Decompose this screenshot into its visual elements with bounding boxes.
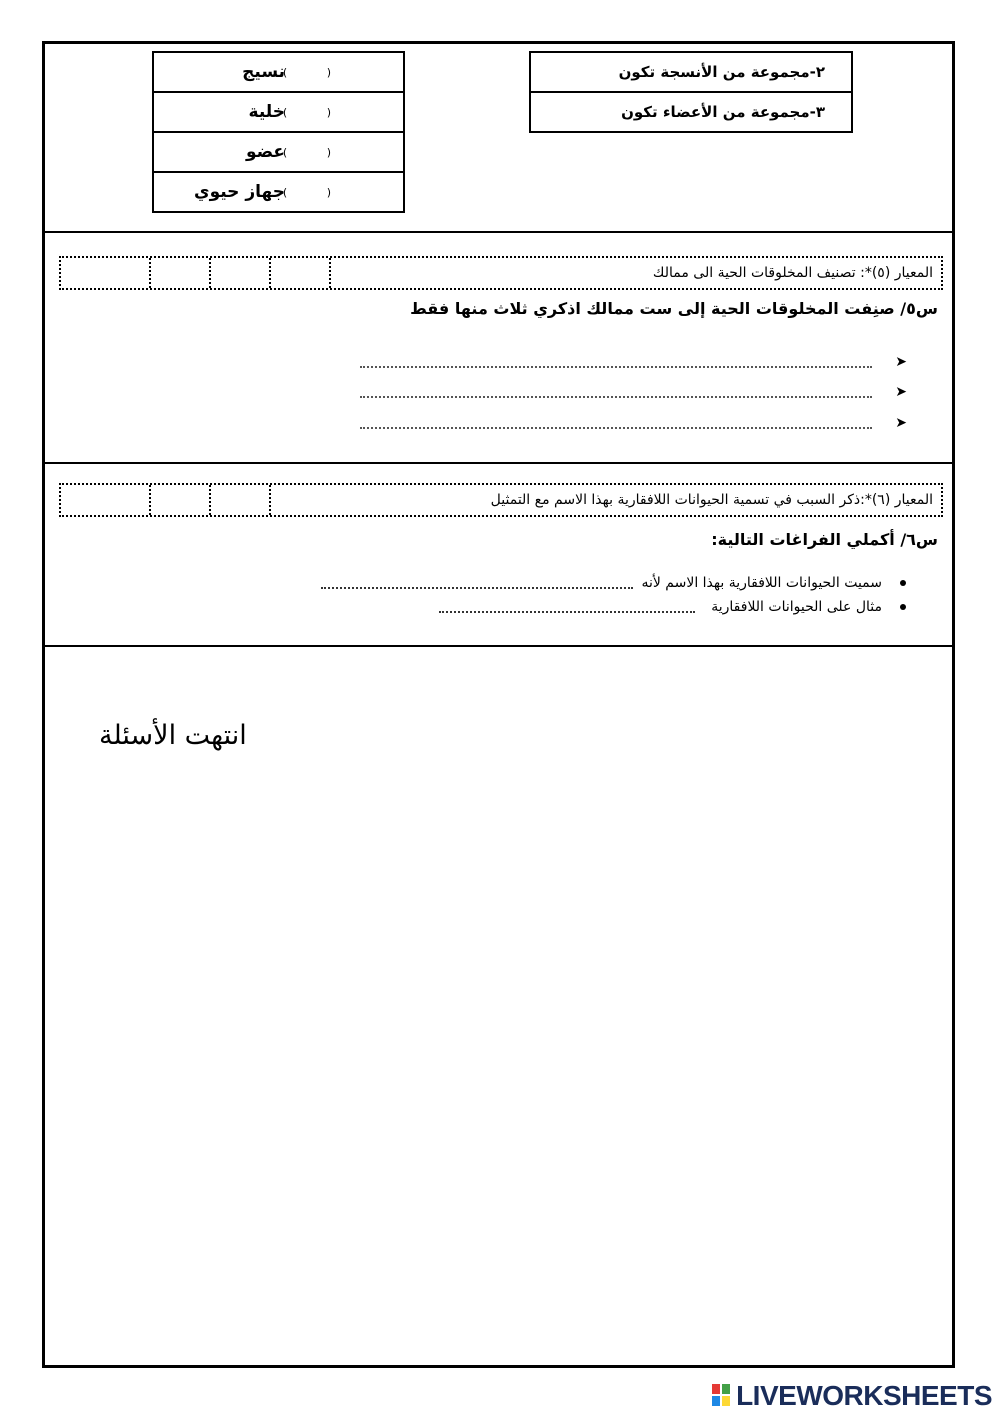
fill-blank[interactable] <box>439 601 695 613</box>
statements-box <box>529 51 853 133</box>
statement-text: ٣-مجموعة من الأعضاء تكون <box>621 103 825 121</box>
dotted-line[interactable] <box>360 366 872 368</box>
answer-paren[interactable]: ( ) <box>282 145 349 159</box>
answer-paren[interactable]: ( ) <box>282 105 349 119</box>
fill-item-text: سميت الحيوانات اللافقارية بهذا الاسم لأنه <box>641 575 882 591</box>
arrow-icon: ➤ <box>895 384 907 400</box>
score-cell[interactable] <box>149 485 209 515</box>
arrow-icon: ➤ <box>895 354 907 370</box>
choices-box <box>152 51 405 213</box>
statement-row <box>531 53 851 93</box>
standard-5-bar <box>59 256 943 290</box>
answer-line[interactable] <box>360 415 907 435</box>
dotted-line[interactable] <box>360 396 872 398</box>
worksheet-page <box>42 41 955 1368</box>
arrow-icon: ➤ <box>895 415 907 431</box>
choice-term: نسيج <box>242 62 285 82</box>
score-cell[interactable] <box>209 485 269 515</box>
score-cell[interactable] <box>269 485 329 515</box>
standard-6-label: المعيار (٦)*:ذكر السبب في تسمية الحيوانات اللافقارية بهذا الاسم مع التمثيل <box>490 492 933 508</box>
question-6: س٦/ أكملي الفراغات التالية: <box>711 530 938 549</box>
score-cell[interactable] <box>61 485 149 515</box>
liveworksheets-brand <box>712 1380 992 1412</box>
answer-paren[interactable]: ( ) <box>282 185 349 199</box>
section-divider <box>45 231 952 233</box>
dotted-line[interactable] <box>360 427 872 429</box>
fill-blank[interactable] <box>321 577 633 589</box>
choice-term: عضو <box>245 142 285 162</box>
choice-row[interactable] <box>154 93 403 133</box>
bullet-icon <box>900 604 906 610</box>
score-cell[interactable] <box>269 258 329 288</box>
score-cell[interactable] <box>209 258 269 288</box>
choice-term: جهاز حيوي <box>194 182 285 202</box>
choice-term: خلية <box>248 102 285 122</box>
answer-line[interactable] <box>360 354 907 374</box>
score-cell[interactable] <box>61 258 149 288</box>
liveworksheets-logo-icon <box>712 1384 732 1408</box>
fill-item <box>439 599 906 615</box>
statement-text: ٢-مجموعة من الأنسجة تكون <box>618 63 825 81</box>
choice-row[interactable] <box>154 133 403 173</box>
bullet-icon <box>900 580 906 586</box>
closing-text: انتهت الأسئلة <box>99 720 247 751</box>
section-divider <box>45 645 952 647</box>
choice-row[interactable] <box>154 53 403 93</box>
score-cell[interactable] <box>149 258 209 288</box>
fill-item-text: مثال على الحيوانات اللافقارية <box>711 599 882 615</box>
statement-row <box>531 93 851 131</box>
section-divider <box>45 462 952 464</box>
question-5: س٥/ صنِفت المخلوقات الحية إلى ست ممالك اذكري ثلاث منها فقط <box>410 299 938 318</box>
standard-6-bar <box>59 483 943 517</box>
score-cell <box>329 258 331 288</box>
brand-name: LIVEWORKSHEETS <box>736 1380 992 1411</box>
fill-item <box>321 575 906 591</box>
answer-paren[interactable]: ( ) <box>282 65 349 79</box>
standard-5-label: المعيار (٥)*: تصنيف المخلوقات الحية الى ممالك <box>652 265 933 281</box>
answer-line[interactable] <box>360 384 907 404</box>
choice-row[interactable] <box>154 173 403 211</box>
